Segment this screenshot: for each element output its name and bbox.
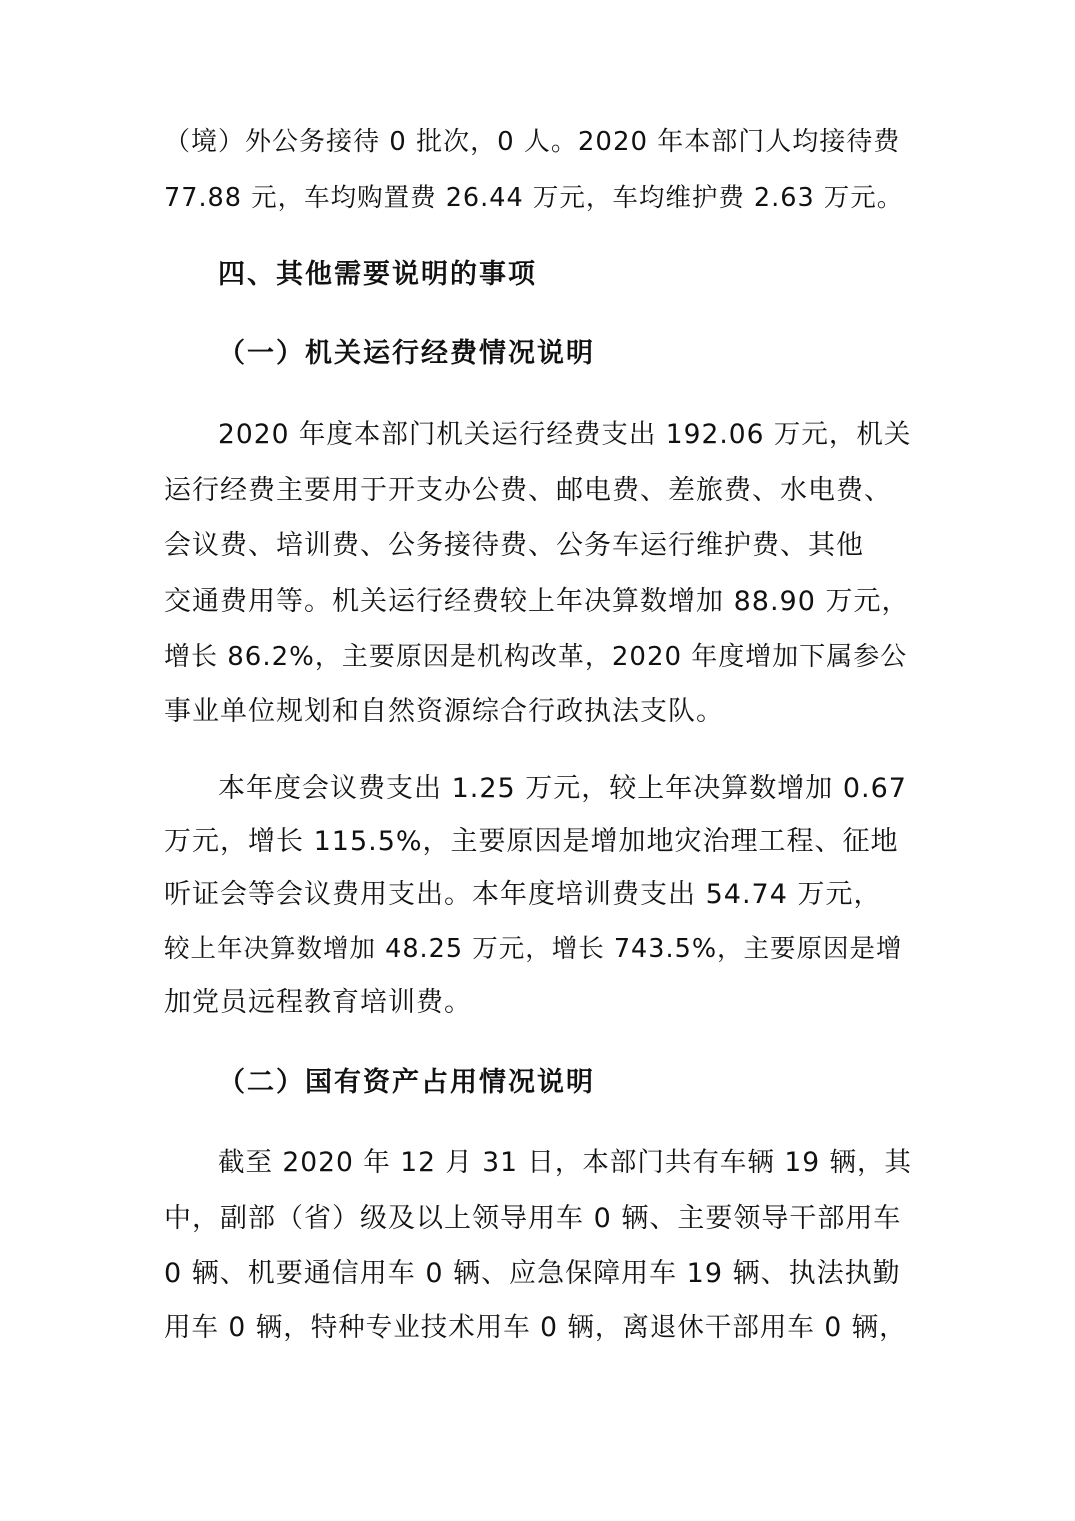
- paragraph-line: 较上年决算数增加 48.25 万元，增长 743.5%，主要原因是增: [164, 934, 903, 964]
- paragraph-line: 用车 0 辆，特种专业技术用车 0 辆，离退休干部用车 0 辆，: [164, 1312, 907, 1343]
- paragraph-line: 运行经费主要用于开支办公费、邮电费、差旅费、水电费、: [164, 475, 892, 506]
- section-heading: 四、其他需要说明的事项: [218, 259, 537, 290]
- subsection-heading: （一）机关运行经费情况说明: [218, 338, 595, 369]
- paragraph-line: 截至 2020 年 12 月 31 日，本部门共有车辆 19 辆，其: [218, 1147, 912, 1178]
- paragraph-line: 交通费用等。机关运行经费较上年决算数增加 88.90 万元，: [164, 586, 910, 617]
- subsection-heading: （二）国有资产占用情况说明: [218, 1067, 595, 1098]
- paragraph-line: 中，副部（省）级及以上领导用车 0 辆、主要领导干部用车: [164, 1203, 902, 1234]
- paragraph-line: 事业单位规划和自然资源综合行政执法支队。: [164, 696, 724, 727]
- paragraph-line: 2020 年度本部门机关运行经费支出 192.06 万元，机关: [218, 419, 912, 450]
- paragraph-line: 万元，增长 115.5%，主要原因是增加地灾治理工程、征地: [164, 826, 899, 857]
- paragraph-line: 听证会等会议费用支出。本年度培训费支出 54.74 万元，: [164, 879, 882, 910]
- paragraph-line: 增长 86.2%，主要原因是机构改革，2020 年度增加下属参公: [164, 642, 908, 672]
- intro-line: （境）外公务接待 0 批次，0 人。2020 年本部门人均接待费: [164, 127, 901, 157]
- paragraph-line: 0 辆、机要通信用车 0 辆、应急保障用车 19 辆、执法执勤: [164, 1258, 901, 1289]
- paragraph-line: 本年度会议费支出 1.25 万元，较上年决算数增加 0.67: [218, 773, 907, 804]
- intro-line: 77.88 元，车均购置费 26.44 万元，车均维护费 2.63 万元。: [164, 183, 904, 213]
- paragraph-line: 会议费、培训费、公务接待费、公务车运行维护费、其他: [164, 530, 864, 561]
- paragraph-line: 加党员远程教育培训费。: [164, 987, 472, 1018]
